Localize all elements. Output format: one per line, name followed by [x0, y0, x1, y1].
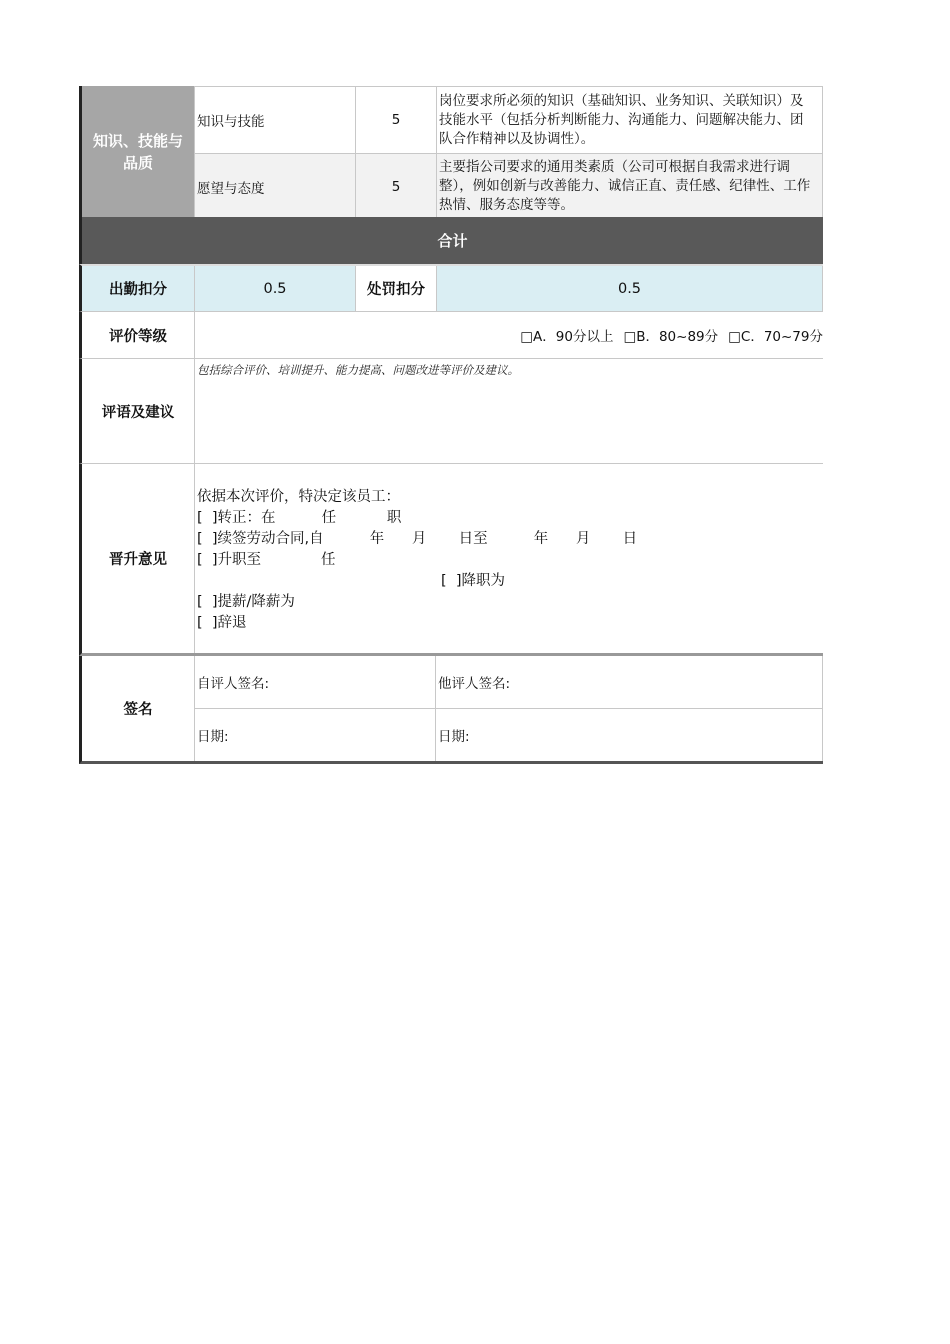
promotion-intro: 依据本次评价，特决定该员工： — [197, 489, 400, 505]
promotion-demote-option[interactable]: [ ]降职为 — [441, 573, 506, 589]
grade-options — [195, 312, 823, 358]
attitude-item-row — [195, 154, 823, 220]
comments-row — [79, 359, 823, 464]
other-sign-field[interactable]: 他评人签名: — [436, 656, 823, 709]
item-score: 5 — [356, 154, 437, 219]
grade-option-b[interactable]: □B．80~89分 — [623, 329, 719, 345]
item-score: 5 — [356, 87, 437, 153]
attendance-deduct-label: 出勤扣分 — [82, 266, 195, 311]
grade-row — [79, 312, 823, 359]
knowledge-items — [195, 86, 823, 217]
total-row — [79, 217, 823, 264]
self-date-field[interactable]: 日期: — [195, 709, 436, 761]
item-description: 主要指公司要求的通用类素质（公司可根据自我需求进行调整），例如创新与改善能力、诚信正直、责任感、纪律性、工作热情、服务态度等等。 — [437, 154, 823, 219]
signature-label: 签名 — [82, 656, 195, 761]
promotion-dismiss-option[interactable]: [ ]辞退 — [197, 615, 247, 631]
promotion-promote-option[interactable]: [ ]升职至 任 — [197, 552, 336, 568]
promotion-renew-contract-option[interactable]: [ ]续签劳动合同,自 年 月 日至 年 月 日 — [197, 531, 638, 547]
comments-hint[interactable]: 包括综合评价、培训提升、能力提高、问题改进等评价及建议。 — [197, 363, 519, 377]
promotion-row — [79, 464, 823, 656]
grade-option-a[interactable]: □A．90分以上 — [520, 329, 614, 345]
knowledge-section — [79, 86, 823, 217]
signature-row — [79, 656, 823, 764]
grade-option-c[interactable]: □C．70~79分 — [728, 329, 823, 345]
signature-grid — [195, 656, 823, 761]
other-date-field[interactable]: 日期: — [436, 709, 823, 761]
comments-label: 评语及建议 — [82, 359, 195, 463]
penalty-deduct-value[interactable]: 0.5 — [437, 266, 823, 311]
item-description: 岗位要求所必须的知识（基础知识、业务知识、关联知识）及技能水平（包括分析判断能力、沟通能力、问题解决能力、团队合作精神以及协调性）。 — [437, 87, 823, 153]
promotion-body — [195, 464, 823, 653]
attendance-deduct-value[interactable]: 0.5 — [195, 266, 356, 311]
item-name: 知识与技能 — [195, 87, 356, 153]
grade-label: 评价等级 — [82, 312, 195, 358]
attendance-row — [79, 264, 823, 312]
item-name: 愿望与态度 — [195, 154, 356, 219]
promotion-label: 晋升意见 — [82, 464, 195, 653]
promotion-salary-option[interactable]: [ ]提薪/降薪为 — [197, 594, 295, 610]
knowledge-category-label: 知识、技能与 品质 — [82, 86, 195, 217]
total-label: 合计 — [437, 232, 468, 250]
self-sign-field[interactable]: 自评人签名: — [195, 656, 436, 709]
penalty-deduct-label: 处罚扣分 — [356, 266, 437, 311]
evaluation-form — [79, 86, 823, 764]
promotion-confirm-option[interactable]: [ ]转正：在 任 职 — [197, 510, 402, 526]
knowledge-item-row — [195, 86, 823, 154]
